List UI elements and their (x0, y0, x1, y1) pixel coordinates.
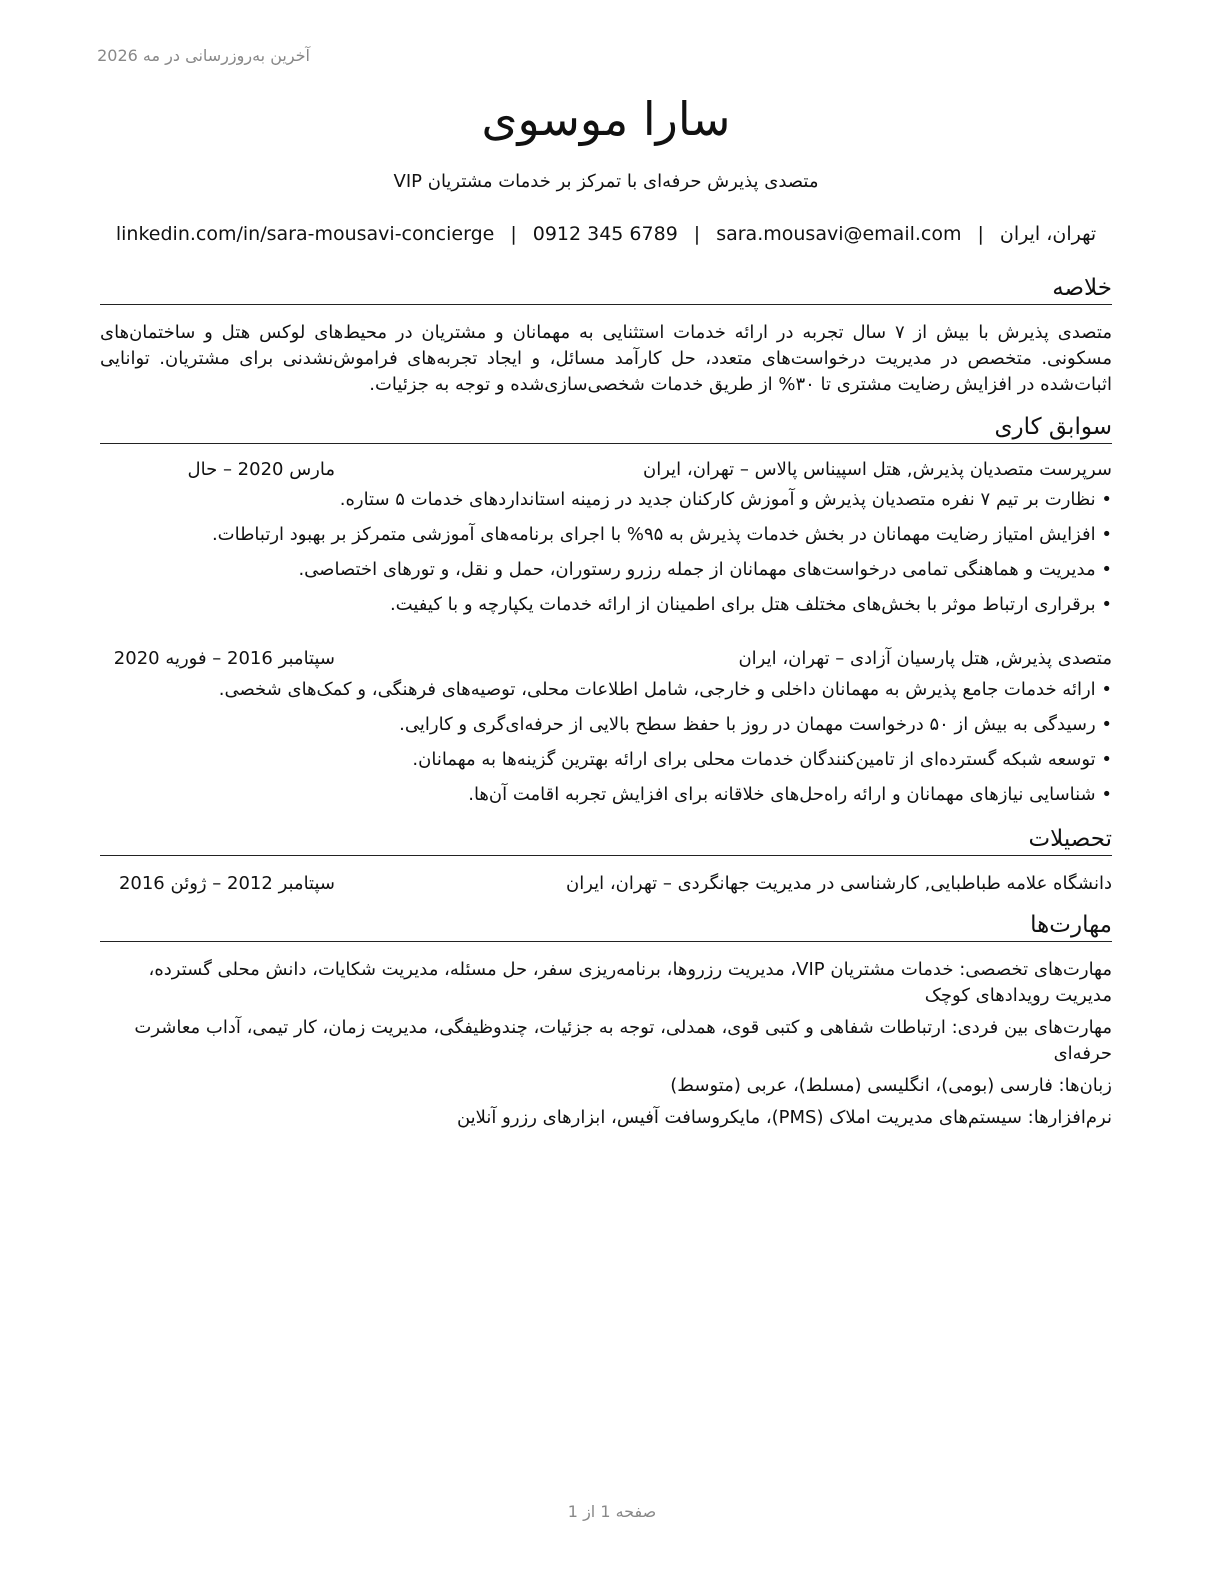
contact-line (100, 223, 1112, 245)
job-dates: مارس 2020 – حال (187, 459, 335, 480)
tagline: متصدی پذیرش حرفه‌ای با تمرکز بر خدمات مشتریان VIP (393, 171, 819, 192)
skills-item: نرم‌افزارها: سیستم‌های مدیریت املاک (PMS)، مایکروسافت آفیس، ابزارهای رزرو آنلاین (456, 1107, 1112, 1128)
education-dates: سپتامبر 2012 – ژوئن 2016 (118, 873, 335, 894)
job-title: سرپرست متصدیان پذیرش, هتل اسپیناس پالاس – تهران، ایران (643, 459, 1112, 480)
contact-location: تهران، ایران (999, 223, 1097, 245)
skills-list (100, 957, 1112, 1137)
summary-heading: خلاصه (100, 274, 1112, 305)
job-bullets (100, 487, 1112, 627)
contact-email[interactable]: sara.mousavi@email.com (716, 223, 962, 245)
contact-linkedin[interactable]: linkedin.com/in/sara-mousavi-concierge (115, 223, 495, 245)
job-bullet: • نظارت بر تیم ۷ نفره متصدیان پذیرش و آموزش کارکنان جدید در زمینه استانداردهای خدمات ۵ ستاره. (100, 487, 1112, 522)
job-bullet: • رسیدگی به بیش از ۵۰ درخواست مهمان در روز با حفظ سطح بالایی از حرفه‌ای‌گری و کارایی. (100, 712, 1112, 747)
contact-separator: | (977, 223, 984, 245)
candidate-name: سارا موسوی (481, 92, 731, 146)
job-bullet: • برقراری ارتباط موثر با بخش‌های مختلف هتل برای اطمینان از ارائه خدمات یکپارچه و با کیفیت. (100, 592, 1112, 627)
job-bullet: • توسعه شبکه گسترده‌ای از تامین‌کنندگان خدمات محلی برای ارائه بهترین گزینه‌ها به مهمانان. (100, 747, 1112, 782)
job-bullets (100, 677, 1112, 817)
job-title: متصدی پذیرش, هتل پارسیان آزادی – تهران، ایران (738, 648, 1112, 669)
skills-item: مهارت‌های تخصصی: خدمات مشتریان VIP، مدیریت رزروها، برنامه‌ریزی سفر، حل مسئله، مدیریت شکایات، دانش محلی گسترده، مدیریت رویدادهای کوچک (148, 959, 1112, 1006)
resume-page (97, 0, 1112, 1584)
contact-separator: | (510, 223, 517, 245)
job-bullet: • ارائه خدمات جامع پذیرش به مهمانان داخلی و خارجی، شامل اطلاعات محلی، توصیه‌های فرهنگی، و کمک‌های شخصی. (100, 677, 1112, 712)
experience-heading: سوابق کاری (100, 413, 1112, 444)
job-bullet: • شناسایی نیازهای مهمانان و ارائه راه‌حل‌های خلاقانه برای افزایش تجربه اقامت آن‌ها. (100, 782, 1112, 817)
education-title: دانشگاه علامه طباطبایی, کارشناسی در مدیریت جهانگردی – تهران، ایران (565, 873, 1112, 894)
contact-separator: | (693, 223, 701, 245)
last-updated: آخرین به‌روزرسانی در مه 2026 (97, 46, 310, 65)
education-heading: تحصیلات (100, 825, 1112, 856)
job-header (100, 457, 1112, 483)
job-header (100, 646, 1112, 672)
skills-heading: مهارت‌ها (100, 911, 1112, 942)
job-dates: سپتامبر 2016 – فوریه 2020 (113, 648, 335, 669)
job-bullet: • افزایش امتیاز رضایت مهمانان در بخش خدمات پذیرش به ۹۵% با اجرای برنامه‌های آموزشی متمرکز بر بهبود ارتباطات. (100, 522, 1112, 557)
contact-phone[interactable]: 0912 345 6789 (532, 223, 678, 245)
summary-text: متصدی پذیرش با بیش از ۷ سال تجربه در ارائه خدمات استثنایی به مهمانان و مشتریان در محیط‌های لوکس هتل و ساختمان‌های مسکونی. متخصص در مدیریت درخواست‌های متعدد، حل کارآمد مسائل، و ایجاد تجربه‌های فراموش‌نشدنی برای مشتریان. توانایی اثبات‌شده در افزایش رضایت مشتری تا ۳۰% از طریق خدمات شخصی‌سازی‌شده و توجه به جزئیات. (100, 322, 1112, 395)
education-entry (100, 871, 1112, 897)
job-bullet: • مدیریت و هماهنگی تمامی درخواست‌های مهمانان از جمله رزرو رستوران، حمل و نقل، و تورهای اختصاصی. (100, 557, 1112, 592)
skills-item: مهارت‌های بین فردی: ارتباطات شفاهی و کتبی قوی، همدلی، توجه به جزئیات، چندوظیفگی، مدیریت زمان، کار تیمی، آداب معاشرت حرفه‌ای (134, 1017, 1112, 1064)
page-number: صفحه 1 از 1 (567, 1502, 657, 1521)
skills-item: زبان‌ها: فارسی (بومی)، انگلیسی (مسلط)، عربی (متوسط) (670, 1075, 1112, 1096)
